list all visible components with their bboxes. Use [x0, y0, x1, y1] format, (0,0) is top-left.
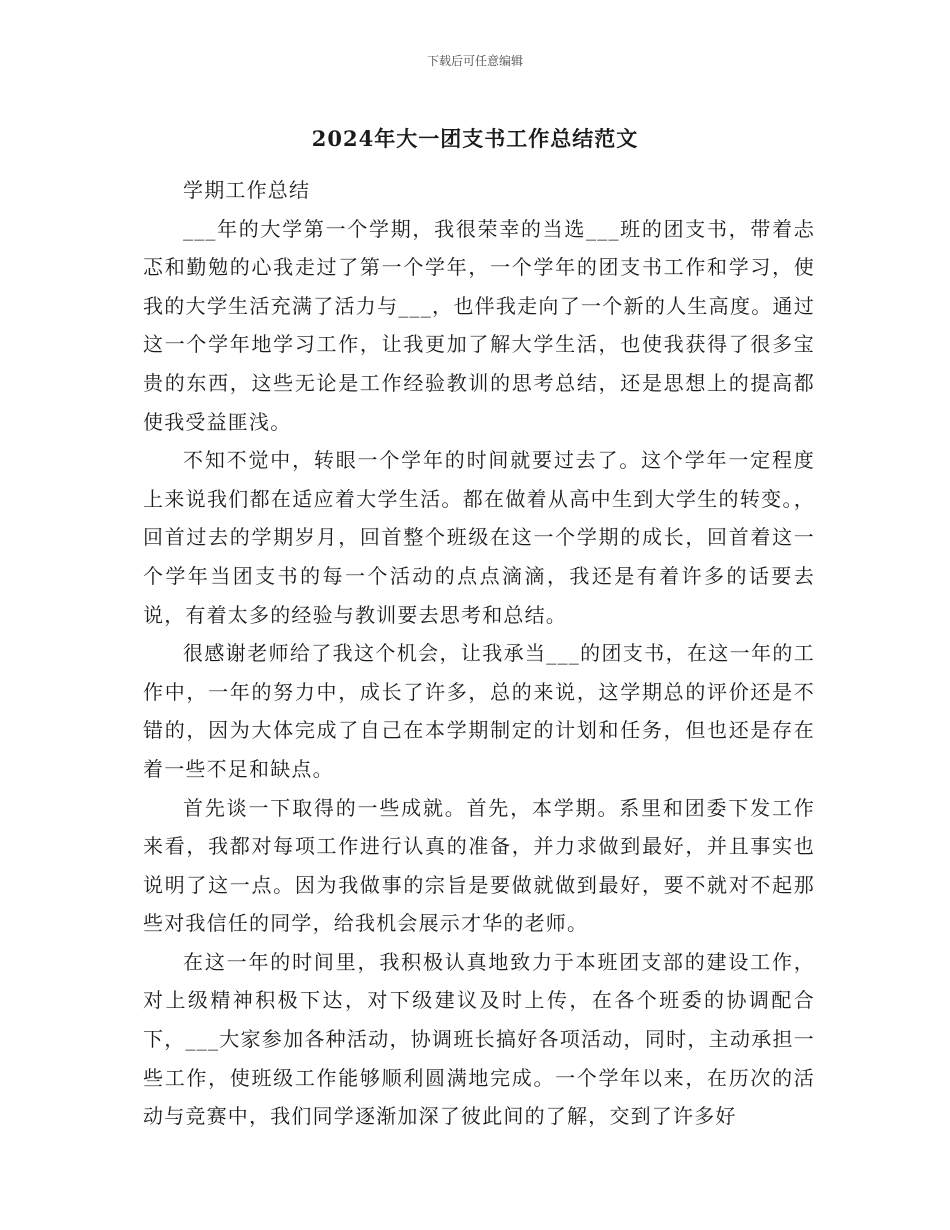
section-heading: 学期工作总结	[183, 178, 311, 202]
paragraph: 很感谢老师给了我这个机会，让我承当___的团支书，在这一年的工作中，一年的努力中，成长了许多，总的来说，这学期总的评价还是不错的，因为大体完成了自己在本学期制定的计划和任务，但也还是存在着一些不足和缺点。	[143, 641, 815, 781]
paragraph: 在这一年的时间里，我积极认真地致力于本班团支部的建设工作，对上级精神积极下达，对下级建议及时上传，在各个班委的协调配合下，___大家参加各种活动，协调班长搞好各项活动，同时，主动承担一些工作，使班级工作能够顺利圆满地完成。一个学年以来，在历次的活动与竞赛中，我们同学逐渐加深了彼此间的了解，交到了许多好	[143, 949, 815, 1129]
paragraph: ___年的大学第一个学期，我很荣幸的当选___班的团支书，带着忐忑和勤勉的心我走过了第一个学年，一个学年的团支书工作和学习，使我的大学生活充满了活力与___，也伴我走向了一个新的人生高度。通过这一个学年地学习工作，让我更加了解大学生活，也使我获得了很多宝贵的东西，这些无论是工作经验教训的思考总结，还是思想上的提高都使我受益匪浅。	[143, 216, 815, 434]
document-title: 2024年大一团支书工作总结范文	[311, 126, 639, 151]
paragraph: 首先谈一下取得的一些成就。首先，本学期。系里和团委下发工作来看，我都对每项工作进行认真的准备，并力求做到最好，并且事实也说明了这一点。因为我做事的宗旨是要做就做到最好，要不就对不起那些对我信任的同学，给我机会展示才华的老师。	[143, 795, 815, 936]
document-body	[143, 171, 815, 1136]
page-header: 下载后可任意编辑	[426, 54, 523, 68]
paragraph: 不知不觉中，转眼一个学年的时间就要过去了。这个学年一定程度上来说我们都在适应着大学生活。都在做着从高中生到大学生的转变。，回首过去的学期岁月，回首整个班级在这一个学期的成长，回首着这一个学年当团支书的每一个活动的点点滴滴，我还是有着许多的话要去说，有着太多的经验与教训要去思考和总结。	[143, 448, 815, 627]
